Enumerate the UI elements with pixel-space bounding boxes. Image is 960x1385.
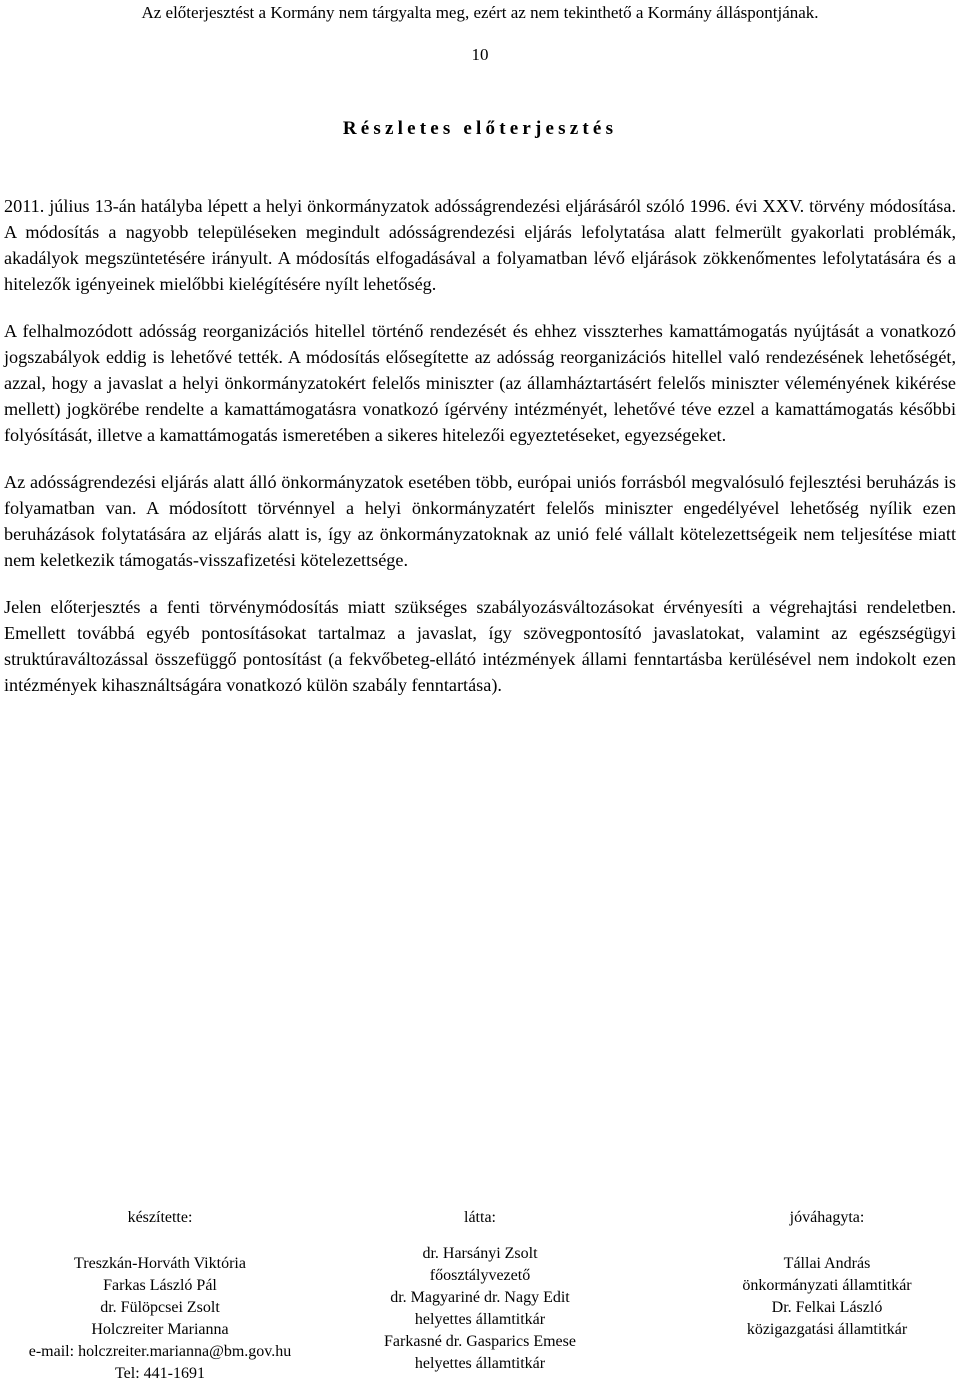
contact-phone: Tel: 441-1691 — [115, 1365, 205, 1382]
signatory-name: Holczreiter Marianna — [91, 1321, 229, 1338]
contact-email: e-mail: holczreiter.marianna@bm.gov.hu — [28, 1343, 292, 1360]
signature-block — [0, 1207, 960, 1383]
paragraph: 2011. július 13-án hatályba lépett a helyi önkormányzatok adósságrendezési eljárásáról szóló 1996. évi XXV. törvény módosítása. A módosítás a nagyobb településeken megindult adósságrendezési eljárás lefolytatása alatt felmerült gyakorlati problémák, akadályok megszüntetésére irányult. A módosítás elfogadásával a folyamatban lévő eljárások zökkenőmentes lefolytatására és a hitelezők igényeinek mielőbbi kielégítésére nyílt lehetőség. — [4, 196, 956, 294]
prepared-by-label: készítette: — [127, 1209, 193, 1226]
signatory-name: Treszkán-Horváth Viktória — [74, 1255, 246, 1272]
approved-by-names — [696, 1253, 958, 1341]
paragraph: A felhalmozódott adósság reorganizációs hitellel történő rendezését és ehhez visszterhes kamattámogatás nyújtását a vonatkozó jogszabályok eddig is lehetővé tették. A módosítás elősegítette az adósság reorganizációs hitellel való rendezésének lehetőségét, azzal, hogy a javaslat a helyi önkormányzatokért felelős miniszter (az államháztartásért felelős miniszter véleményének kikérése mellett) jogkörébe rendelte a kamattámogatásra vonatkozó ígérvény intézményét, lehetővé téve ezzel a kamattámogatás későbbi folyósítását, illetve a kamattámogatás ismeretében a sikeres hitelezői egyeztetéseket, egyezségeket. — [4, 321, 956, 445]
signatory-title: önkormányzati államtitkár — [742, 1277, 912, 1294]
approved-by-column — [696, 1207, 958, 1341]
signatory-title: helyettes államtitkár — [414, 1355, 546, 1372]
signatory-name: Dr. Felkai László — [771, 1299, 883, 1316]
seen-by-column — [350, 1207, 610, 1375]
paragraph: Jelen előterjesztés a fenti törvénymódosítás miatt szükséges szabályozásváltozásokat érvényesíti a végrehajtási rendeletben. Emellett továbbá egyéb pontosításokat tartalmaz a javaslat, így szövegpontosító javaslatokat, valamint az egészségügyi struktúraváltozással összefüggő pontosítást (a fekvőbeteg-ellátó intézmények állami fenntartásba kerülésével nem indokolt ezen intézmények kihasználtságára vonatkozó külön szabály fenntartása). — [4, 597, 956, 695]
signatory-title: helyettes államtitkár — [414, 1311, 546, 1328]
seen-by-label: látta: — [464, 1209, 496, 1226]
header-notice: Az előterjesztést a Kormány nem tárgyalta meg, ezért az nem tekinthető a Kormány álláspontjának. — [141, 3, 819, 22]
prepared-by-column — [0, 1207, 320, 1385]
page-number: 10 — [471, 45, 489, 64]
signatory-title: közigazgatási államtitkár — [746, 1321, 908, 1338]
paragraph: Az adósságrendezési eljárás alatt álló önkormányzatok esetében több, európai uniós forrásból megvalósuló fejlesztési beruházás is folyamatban van. A módosított törvénnyel a helyi önkormányzatért felelős miniszter engedélyével lehetőség nyílik ezen beruházások folytatására az eljárás alatt is, így az önkormányzatoknak az unió felé vállalt kötelezettségeik nem teljesítése miatt nem keletkezik támogatás-visszafizetési kötelezettsége. — [4, 472, 956, 570]
signatory-title: főosztályvezető — [429, 1267, 531, 1284]
signatory-name: dr. Magyariné dr. Nagy Edit — [390, 1289, 570, 1306]
signatory-name: Farkasné dr. Gasparics Emese — [384, 1333, 576, 1350]
document-body — [4, 193, 956, 719]
signatory-name: dr. Fülöpcsei Zsolt — [100, 1299, 220, 1316]
approved-by-label: jóváhagyta: — [789, 1209, 865, 1226]
signatory-name: Farkas László Pál — [103, 1277, 217, 1294]
document-title: Részletes előterjesztés — [342, 118, 618, 139]
signatory-name: Tállai András — [783, 1255, 871, 1272]
signatory-name: dr. Harsányi Zsolt — [422, 1245, 538, 1262]
